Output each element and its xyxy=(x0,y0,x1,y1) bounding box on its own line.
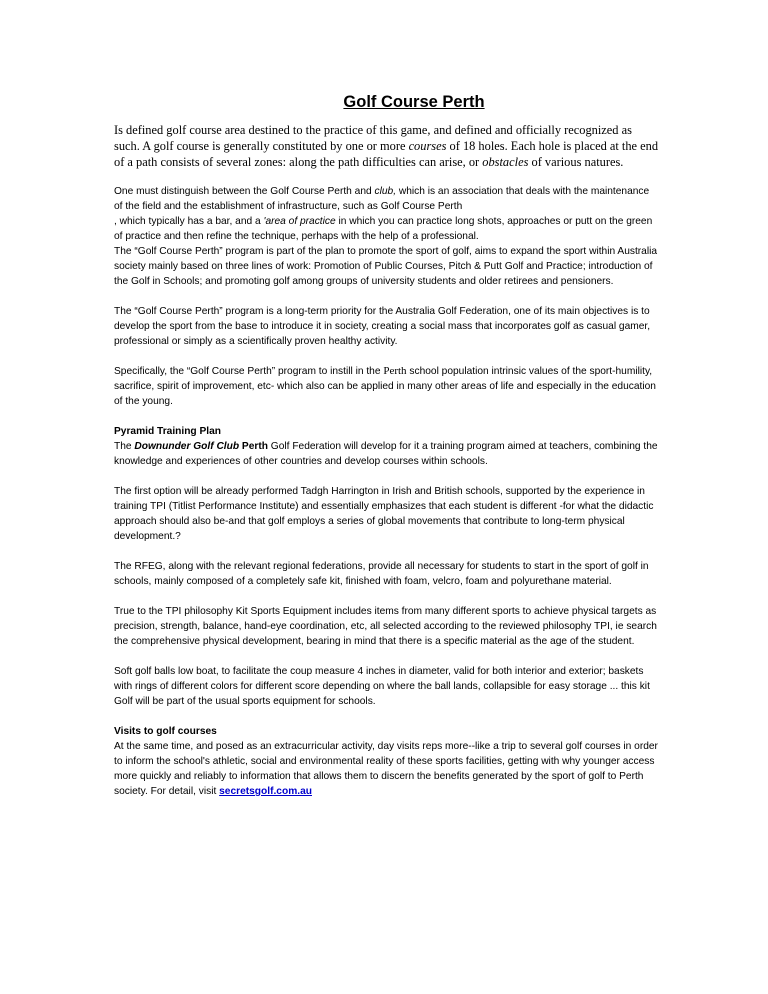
document-page xyxy=(114,92,659,799)
visits-heading: Visits to golf courses xyxy=(114,726,217,737)
paragraph-first-option: The first option will be already performed Tadgh Harrington in Irish and British schools, supported by the experience in training TPI (Titlist Performance Institute) and essentially emphasizes that each student is different -for what the didactic approach should also be-and that golf employs a series of global movements that contribute to long-term physical development.? xyxy=(114,486,654,542)
p1-text-b: which is an association that deals with the maintenance of the field and the establishment of infrastructure, such as Golf Course Perth xyxy=(114,186,650,212)
intro-obstacles: obstacles xyxy=(482,155,529,169)
p1-text-e: The “Golf Course Perth” program is part of the plan to promote the sport of golf, aims to expand the sport within Australia society mainly based on three lines of work: Promotion of Public Courses, Pitch & Putt Golf and Practice; introduction of the Golf in Schools; and promoting golf among groups of university students and older retirees and pensioners. xyxy=(114,246,658,287)
intro-courses: courses xyxy=(408,139,447,153)
p3-perth: Perth xyxy=(383,365,407,377)
pyramid-text-b: Golf Federation will develop for it a training program aimed at teachers, combining the knowledge and experiences of other countries and develop courses within schools. xyxy=(114,441,658,467)
p1-text-d: in which you can practice long shots, approaches or putt on the green of practice and then refine the technique, perhaps with the help of a professional. xyxy=(114,216,653,242)
intro-text-3: of various natures. xyxy=(528,155,624,169)
paragraph-soft-balls: Soft golf balls low boat, to facilitate the coup measure 4 inches in diameter, valid for both interior and exterior; baskets with rings of different colors for different score depending on where the ball lands, collapsible for easy storage ... this kit Golf will be part of the usual sports equipment for schools. xyxy=(114,666,650,707)
paragraph-rfeg: The RFEG, along with the relevant regional federations, provide all necessary for students to start in the sport of golf in schools, mainly composed of a completely safe kit, finished with foam, velcro, foam and polyurethane material. xyxy=(114,561,649,587)
pyramid-heading: Pyramid Training Plan xyxy=(114,426,221,437)
pyramid-text-a: The xyxy=(114,441,135,452)
page-title: Golf Course Perth xyxy=(343,93,485,111)
p1-club: club, xyxy=(374,186,397,197)
p1-text-c: , which typically has a bar, and a xyxy=(114,216,264,227)
p1-area: 'area of practice xyxy=(263,216,336,227)
paragraph-priority: The “Golf Course Perth” program is a long-term priority for the Australia Golf Federation, one of its main objectives is to develop the sport from the base to introduce it in society, creating a social mass that incorporates golf as casual gamer, professional or simply as a scientifically proven healthy activity. xyxy=(114,306,651,347)
pyramid-perth: Perth xyxy=(239,441,268,452)
paragraph-tpi: True to the TPI philosophy Kit Sports Equipment includes items from many different sports to achieve physical targets as precision, strength, balance, hand-eye coordination, etc, all selected according to the reviewed philosophy TPI, ie search the comprehensive physical development, bearing in mind that there is a specific material as the age of the student. xyxy=(114,606,657,647)
paragraph-specifically xyxy=(114,364,659,409)
intro-paragraph xyxy=(114,122,659,170)
p1-text-a: One must distinguish between the Golf Course Perth and xyxy=(114,186,375,197)
intro-text-1: Is defined golf course area destined to the practice of this game, and defined and officially recognized as such. A golf course is generally constituted by one or more xyxy=(114,123,632,153)
intro-text-2: of 18 holes. Each hole is placed at the end of a path consists of several zones: along the path difficulties can arise, or xyxy=(114,139,659,169)
secretsgolf-link[interactable]: secretsgolf.com.au xyxy=(219,786,312,797)
p3-text-b: school population intrinsic values of the sport-humility, sacrifice, spirit of improvement, etc- which also can be applied in many other areas of life and especially in the education of the young. xyxy=(114,366,656,407)
paragraph-club xyxy=(114,184,659,289)
paragraph-visits xyxy=(114,724,659,799)
paragraph-pyramid xyxy=(114,424,659,469)
p3-text-a: Specifically, the “Golf Course Perth” program to instill in the xyxy=(114,366,384,377)
pyramid-club: Downunder Golf Club xyxy=(134,441,240,452)
visits-text: At the same time, and posed as an extracurricular activity, day visits reps more--like a trip to several golf courses in order to inform the school's athletic, social and environmental reality of these sports facilities, getting with why younger access more quickly and reliably to information that allows them to discern the benefits generated by the sport of golf to Perth society. For detail, visit xyxy=(114,741,658,797)
